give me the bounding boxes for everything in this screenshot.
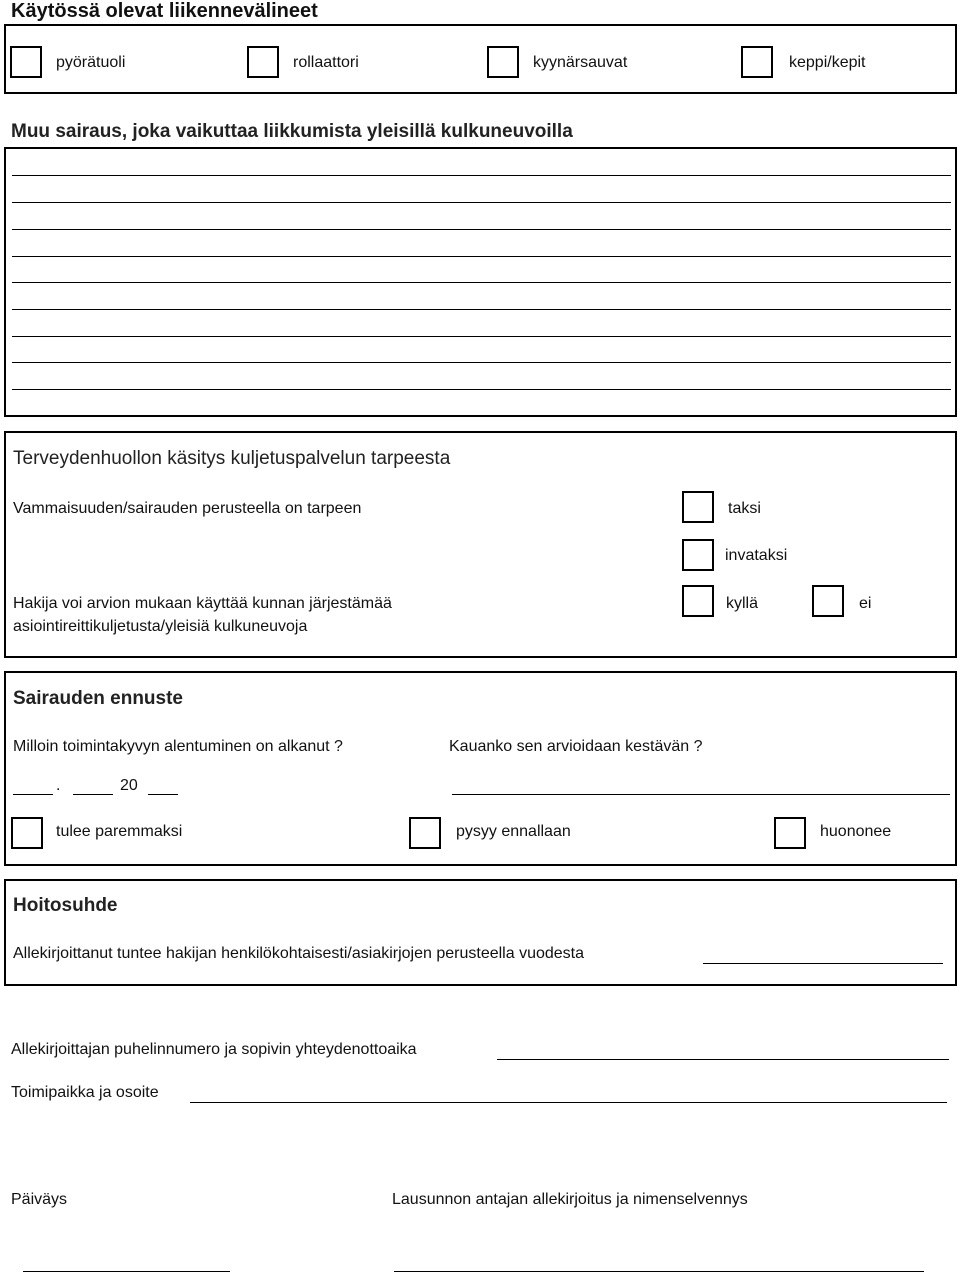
care-title: Hoitosuhde bbox=[13, 895, 118, 916]
other-illness-text-area[interactable] bbox=[4, 147, 957, 417]
phone-label: Allekirjoittajan puhelinnumero ja sopivin yhteydenottoaika bbox=[11, 1041, 417, 1058]
crutches-label: kyynärsauvat bbox=[533, 54, 628, 71]
invataxi-label: invataksi bbox=[725, 547, 788, 564]
taxi-checkbox[interactable] bbox=[682, 491, 714, 523]
text-line bbox=[12, 229, 951, 230]
healthcare-box bbox=[4, 431, 957, 658]
prognosis-box bbox=[4, 671, 957, 866]
taxi-label: taksi bbox=[728, 500, 761, 517]
care-year-blank[interactable] bbox=[703, 963, 943, 964]
duration-question: Kauanko sen arvioidaan kestävän ? bbox=[449, 738, 703, 755]
text-line bbox=[12, 256, 951, 257]
yes-label: kyllä bbox=[726, 595, 759, 612]
text-line bbox=[12, 282, 951, 283]
wheelchair-checkbox[interactable] bbox=[10, 46, 42, 78]
transport-title: Käytössä olevat liikennevälineet bbox=[11, 0, 318, 22]
date-month-blank[interactable] bbox=[73, 794, 113, 795]
date-label: Päiväys bbox=[11, 1191, 68, 1208]
office-label: Toimipaikka ja osoite bbox=[11, 1084, 159, 1101]
no-checkbox[interactable] bbox=[812, 585, 844, 617]
healthcare-title: Terveydenhuollon käsitys kuljetuspalvelun tarpeesta bbox=[13, 448, 451, 469]
text-line bbox=[12, 309, 951, 310]
public-transport-label-line2: asiointireittikuljetusta/yleisiä kulkuneuvoja bbox=[13, 618, 308, 635]
office-blank[interactable] bbox=[190, 1102, 947, 1103]
phone-blank[interactable] bbox=[497, 1059, 949, 1060]
improves-label: tulee paremmaksi bbox=[56, 823, 183, 840]
text-line bbox=[12, 175, 951, 176]
signature-label: Lausunnon antajan allekirjoitus ja nimenselvennys bbox=[392, 1191, 748, 1208]
care-knows-label: Allekirjoittanut tuntee hakijan henkilökohtaisesti/asiakirjojen perusteella vuodesta bbox=[13, 945, 585, 962]
other-illness-title: Muu sairaus, joka vaikuttaa liikkumista yleisillä kulkuneuvoilla bbox=[11, 121, 573, 142]
stays-same-checkbox[interactable] bbox=[409, 817, 441, 849]
signature-blank[interactable] bbox=[394, 1271, 924, 1272]
date-blank[interactable] bbox=[23, 1271, 230, 1272]
text-line bbox=[12, 362, 951, 363]
date-year-prefix: 20 bbox=[120, 777, 138, 794]
date-dot: . bbox=[56, 777, 61, 794]
public-transport-label-line1: Hakija voi arvion mukaan käyttää kunnan järjestämää bbox=[13, 595, 392, 612]
no-label: ei bbox=[859, 595, 872, 612]
crutches-checkbox[interactable] bbox=[487, 46, 519, 78]
wheelchair-label: pyörätuoli bbox=[56, 54, 126, 71]
onset-question: Milloin toimintakyvyn alentuminen on alkanut ? bbox=[13, 738, 343, 755]
text-line bbox=[12, 389, 951, 390]
need-label: Vammaisuuden/sairauden perusteella on tarpeen bbox=[13, 500, 362, 517]
invataxi-checkbox[interactable] bbox=[682, 539, 714, 571]
worsens-label: huononee bbox=[820, 823, 892, 840]
transport-options-box bbox=[4, 24, 957, 94]
cane-label: keppi/kepit bbox=[789, 54, 866, 71]
text-line bbox=[12, 336, 951, 337]
rollator-label: rollaattori bbox=[293, 54, 359, 71]
care-box bbox=[4, 879, 957, 986]
improves-checkbox[interactable] bbox=[11, 817, 43, 849]
date-day-blank[interactable] bbox=[13, 794, 53, 795]
cane-checkbox[interactable] bbox=[741, 46, 773, 78]
duration-blank[interactable] bbox=[452, 794, 950, 795]
yes-checkbox[interactable] bbox=[682, 585, 714, 617]
text-line bbox=[12, 202, 951, 203]
worsens-checkbox[interactable] bbox=[774, 817, 806, 849]
stays-same-label: pysyy ennallaan bbox=[456, 823, 571, 840]
date-year-blank[interactable] bbox=[148, 794, 178, 795]
prognosis-title: Sairauden ennuste bbox=[13, 688, 183, 709]
rollator-checkbox[interactable] bbox=[247, 46, 279, 78]
